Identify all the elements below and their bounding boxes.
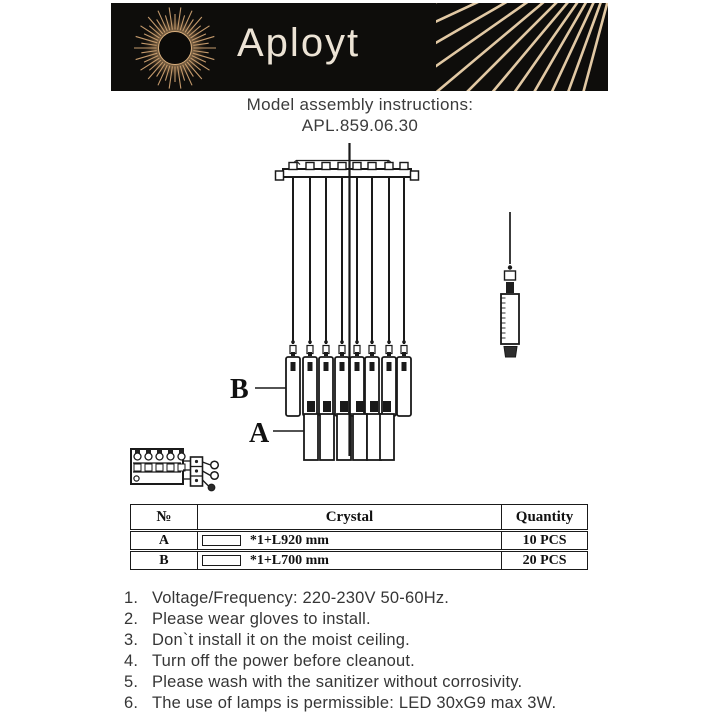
list-item: 2. Please wear gloves to install. <box>124 610 371 628</box>
label-a-group <box>249 418 304 449</box>
single-pendant-detail <box>501 212 519 357</box>
ray-fan-decoration-icon <box>436 3 608 91</box>
chandelier-diagram <box>100 140 620 508</box>
table-row <box>131 551 588 570</box>
page-title: Model assembly instructions: <box>246 95 474 114</box>
table-header-row <box>131 505 588 531</box>
table-row <box>131 531 588 551</box>
list-item: 4. Turn off the power before cleanout. <box>124 652 415 670</box>
list-item: 5. Please wash with the sanitizer without corrosivity. <box>124 673 523 691</box>
row-b-no: B <box>131 551 198 570</box>
row-a-quantity: 10 PCS <box>502 531 588 551</box>
brand-banner <box>111 3 608 91</box>
title-block <box>0 94 720 136</box>
col-header-no: № <box>131 505 198 531</box>
starburst-logo-icon <box>129 3 225 91</box>
model-number: APL.859.06.30 <box>301 116 419 135</box>
crystal-tube-icon <box>202 535 241 546</box>
label-b-group <box>230 374 286 405</box>
col-header-quantity: Quantity <box>502 505 588 531</box>
crystal-tube-icon <box>202 555 241 566</box>
diagram-label-b: B <box>230 374 249 405</box>
ceiling-canopy <box>276 169 419 180</box>
list-item: 6. The use of lamps is permissible: LED 30xG9 max 3W. <box>124 694 557 712</box>
list-item: 1. Voltage/Frequency: 220-230V 50-60Hz. <box>124 589 450 607</box>
list-item: 3. Don`t install it on the moist ceiling. <box>124 631 410 649</box>
row-a-no: A <box>131 531 198 551</box>
row-b-quantity: 20 PCS <box>502 551 588 570</box>
parts-table <box>130 504 588 570</box>
brand-wordmark: Aployt <box>237 21 361 65</box>
diagram-label-a: A <box>249 418 270 449</box>
instructions-list <box>124 588 610 714</box>
terminal-block-detail <box>131 449 218 491</box>
row-a-crystal: *1+L920 mm <box>249 532 329 548</box>
row-b-crystal: *1+L700 mm <box>249 552 329 568</box>
col-header-crystal: Crystal <box>197 505 501 531</box>
